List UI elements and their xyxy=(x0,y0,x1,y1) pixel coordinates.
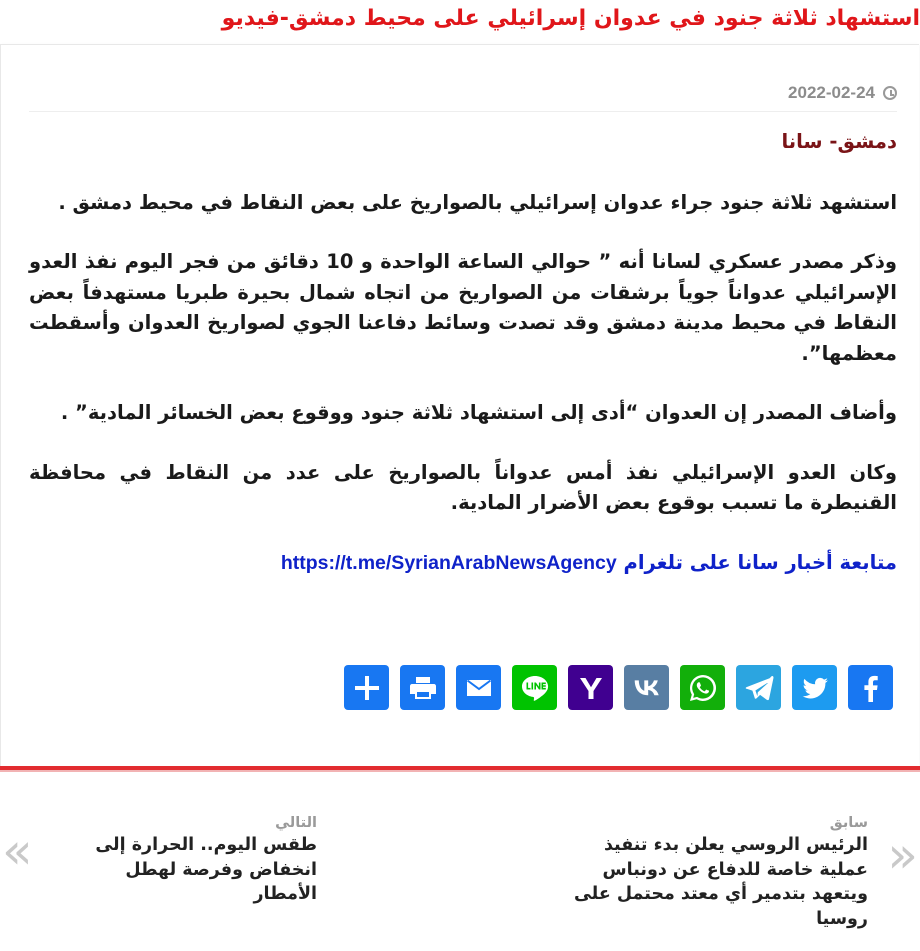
ticker-headline-text[interactable]: استشهاد ثلاثة جنود في عدوان إسرائيلي على محيط دمشق-فيديو xyxy=(221,6,920,31)
vk-icon xyxy=(631,672,663,704)
previous-title[interactable]: الرئيس الروسي يعلن بدء تنفيذ عملية خاصة للدفاع عن دونباس ويتعهد بتدمير أي معتد محتمل على روسيا xyxy=(573,835,868,929)
telegram-icon xyxy=(743,672,775,704)
telegram-follow xyxy=(29,548,897,579)
facebook-share-button[interactable] xyxy=(848,665,893,710)
email-icon xyxy=(463,672,495,704)
email-share-button[interactable] xyxy=(456,665,501,710)
yahoo-icon xyxy=(575,672,607,704)
news-ticker-headline[interactable] xyxy=(0,0,920,40)
telegram-link[interactable]: https://t.me/SyrianArabNewsAgency xyxy=(280,551,617,574)
meta-divider xyxy=(29,111,897,112)
vk-share-button[interactable] xyxy=(624,665,669,710)
line-icon xyxy=(519,672,551,704)
article-paragraph-1: استشهد ثلاثة جنود جراء عدوان إسرائيلي بالصواريخ على بعض النقاط في محيط دمشق . xyxy=(58,190,897,214)
article-paragraph-3: وأضاف المصدر إن العدوان “أدى إلى استشهاد ثلاثة جنود ووقوع بعض الخسائر المادية” . xyxy=(60,401,897,424)
facebook-icon xyxy=(855,672,887,704)
section-divider-shadow xyxy=(0,770,920,772)
print-icon xyxy=(407,672,439,704)
post-date: 2022-02-24 xyxy=(788,83,875,102)
dateline: دمشق- سانا xyxy=(781,130,897,153)
article-paragraph-4: وكان العدو الإسرائيلي نفذ أمس عدواناً بالصواريخ على عدد من النقاط في محافظة القنيطرة ما تسبب بوقوع بعض الأضرار المادية. xyxy=(29,460,897,514)
telegram-follow-text: متابعة أخبار سانا على تلغرام xyxy=(623,550,897,574)
clock-icon xyxy=(883,86,897,100)
twitter-icon xyxy=(799,672,831,704)
share-bar xyxy=(344,665,893,710)
print-share-button[interactable] xyxy=(400,665,445,710)
post-meta xyxy=(788,83,897,103)
article-body xyxy=(29,127,897,607)
previous-label: سابق xyxy=(829,815,868,831)
telegram-share-button[interactable] xyxy=(736,665,781,710)
next-arrow-icon[interactable]: « xyxy=(2,822,33,880)
previous-post-link[interactable] xyxy=(568,813,868,931)
next-label: التالي xyxy=(275,815,317,831)
yahoo-share-button[interactable] xyxy=(568,665,613,710)
line-share-button[interactable] xyxy=(512,665,557,710)
previous-arrow-icon[interactable]: » xyxy=(887,826,918,884)
next-title[interactable]: طقس اليوم.. الحرارة إلى انخفاض وفرصة لهطل الأمطار xyxy=(95,835,317,904)
whatsapp-icon xyxy=(687,672,719,704)
article-paragraph-2: وذكر مصدر عسكري لسانا أنه ” حوالي الساعة الواحدة و 10 دقائق من فجر اليوم نفذ العدو الإسرائيلي عدواناً جوياً برشقات من الصواريخ من اتجاه شمال بحيرة طبريا مستهدفاً بعض النقاط في محيط مدينة دمشق وقد تصدت وسائط دفاعنا الجوي لصواريخ العدوان وأسقطت معظمها”. xyxy=(29,250,897,365)
share-icon xyxy=(351,672,383,704)
twitter-share-button[interactable] xyxy=(792,665,837,710)
whatsapp-share-button[interactable] xyxy=(680,665,725,710)
next-post-link[interactable] xyxy=(57,813,317,907)
more-share-button[interactable] xyxy=(344,665,389,710)
article-card xyxy=(0,44,919,768)
